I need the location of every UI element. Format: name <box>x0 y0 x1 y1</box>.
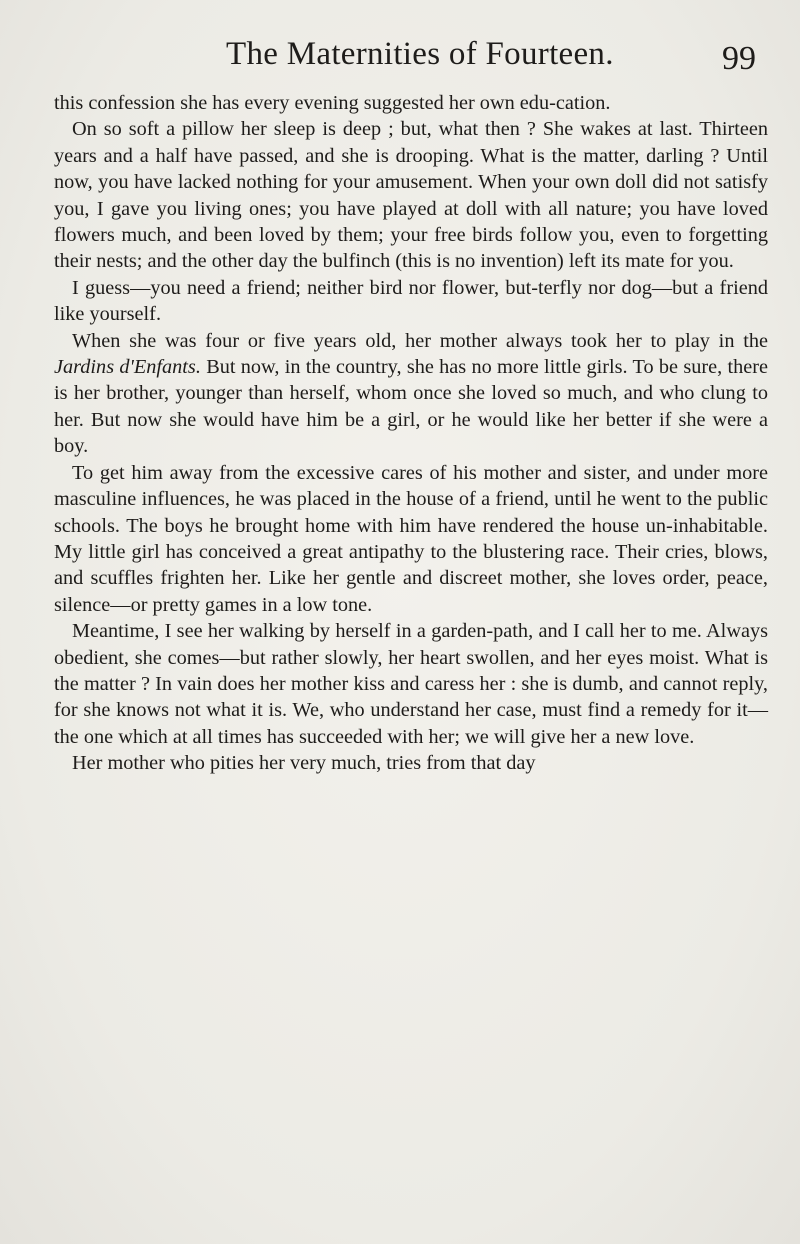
body-text <box>54 90 768 777</box>
running-title: The Maternities of Fourteen. <box>226 36 614 72</box>
paragraph-3: I guess—you need a friend; neither bird nor flower, but-terfly nor dog—but a friend like yourself. <box>54 276 768 326</box>
paragraph-4: When she was four or five years old, her mother always took her to play in the Jardins d'Enfants. But now, in the country, she has no more little girls. To be sure, there is her brother, younger than herself, whom once she loved so much, and who clung to her. But now she would have him be a girl, or he would like her better if she were a boy. <box>54 329 769 458</box>
paragraph-6: Meantime, I see her walking by herself in a garden-path, and I call her to me. Always obedient, she comes—but rather slowly, her heart swollen, and her eyes moist. What is the matter ? In vain does her mother kiss and caress her : she is dumb, and cannot reply, for she knows not what it is. We, who understand her case, must find a remedy for it—the one which at all times has succeeded with her; we will give her a new love. <box>54 620 768 748</box>
italic-title: Jardins d'Enfants. <box>54 356 201 379</box>
running-head <box>0 36 800 80</box>
page-number: 99 <box>722 40 756 77</box>
paragraph-2: On so soft a pillow her sleep is deep ; but, what then ? She wakes at last. Thirteen years and a half have passed, and she is drooping. What is the matter, darling ? Until now, you have lacked nothing for your amusement. When your own doll did not satisfy you, I gave you living ones; you have played at doll with all nature; you have loved flowers much, and been loved by them; your free birds follow you, even to forgetting their nests; and the other day the bulfinch (this is no invention) left its mate for you. <box>54 118 768 273</box>
paragraph-5: To get him away from the excessive cares of his mother and sister, and under more masculine influences, he was placed in the house of a friend, until he went to the public schools. The boys he brought home with him have rendered the house un-inhabitable. My little girl has conceived a great antipathy to the blustering race. Their cries, blows, and scuffles frighten her. Like her gentle and discreet mother, she loves order, peace, silence—or pretty games in a low tone. <box>54 461 768 616</box>
paragraph-1: this confession she has every evening suggested her own edu-cation. <box>54 92 611 114</box>
paragraph-7: Her mother who pities her very much, tries from that day <box>72 752 536 775</box>
